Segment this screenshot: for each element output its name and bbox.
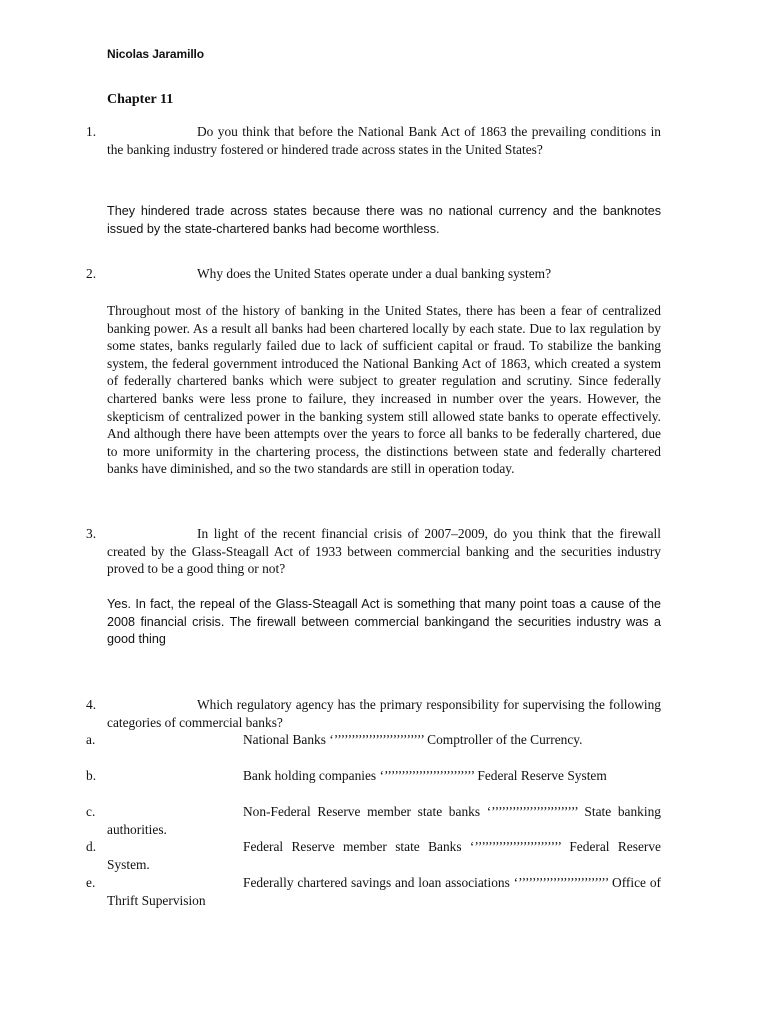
item-e-label: e. — [86, 875, 96, 890]
answer-2-text: Throughout most of the history of banking in the United States, there has been a fear of centralized banking power. As a result all banks had been chartered locally by each state. Due to lax regulation by some states, banks regularly failed due to lack of sufficient capital or fraud. To stabilize the banking system, the federal government introduced the National Banking Act of 1863, which created a system of federally chartered banks which were subject to greater regulation and scrutiny. Since federally chartered banks were less prone to failure, they increased in number over the years. However, the skepticism of centralized power in the banking system still allowed state banks to operate effectively. And although there have been attempts over the years to force all banks to be federally chartered, due to more uniformity in the chartering process, the distinctions between state and federally chartered banks have diminished, and so the two standards are still in operation today. — [107, 303, 661, 477]
item-e-text: Federally chartered savings and loan associations ‘’’’’’’’’’’’’’’’’’’’’’’’’’’ Office of Thrift Supervision — [107, 875, 661, 908]
chapter-title: Chapter 11 — [107, 92, 174, 107]
item-d-label: d. — [86, 839, 97, 854]
author-name: Nicolas Jaramillo — [107, 47, 205, 61]
item-a-label: a. — [86, 732, 96, 747]
answer-1-text: They hindered trade across states because there was no national currency and the banknotes issued by the state-chartered banks had become worthless. — [107, 204, 661, 236]
question-3-text: In light of the recent financial crisis of 2007–2009, do you think that the firewall created by the Glass-Steagall Act of 1933 between commercial banking and the securities industry proved to be a good thing or not? — [107, 526, 661, 577]
item-b-label: b. — [86, 768, 97, 783]
question-4-number: 4. — [86, 697, 97, 712]
answer-3-text: Yes. In fact, the repeal of the Glass-Steagall Act is something that many point toas a cause of the 2008 financial crisis. The firewall between commercial bankingand the securities industry was a good thing — [107, 597, 661, 647]
question-2-text: Why does the United States operate under a dual banking system? — [197, 266, 552, 281]
question-3-number: 3. — [86, 526, 97, 541]
item-a-text: National Banks ‘’’’’’’’’’’’’’’’’’’’’’’’’’’ Comptroller of the Currency. — [243, 732, 583, 747]
question-2-number: 2. — [86, 266, 97, 281]
item-c-label: c. — [86, 804, 96, 819]
question-4-text: Which regulatory agency has the primary responsibility for supervising the following categories of commercial banks? — [107, 697, 661, 730]
item-c-text: Non-Federal Reserve member state banks ‘’’’’’’’’’’’’’’’’’’’’’’’’’ State banking authorities. — [107, 804, 661, 837]
item-b-text: Bank holding companies ‘’’’’’’’’’’’’’’’’’’’’’’’’’’ Federal Reserve System — [243, 768, 607, 783]
question-1-text: Do you think that before the National Bank Act of 1863 the prevailing conditions in the banking industry fostered or hindered trade across states in the United States? — [107, 124, 661, 157]
item-d-text: Federal Reserve member state Banks ‘’’’’’’’’’’’’’’’’’’’’’’’’’ Federal Reserve System. — [107, 839, 661, 872]
question-1-number: 1. — [86, 124, 97, 139]
